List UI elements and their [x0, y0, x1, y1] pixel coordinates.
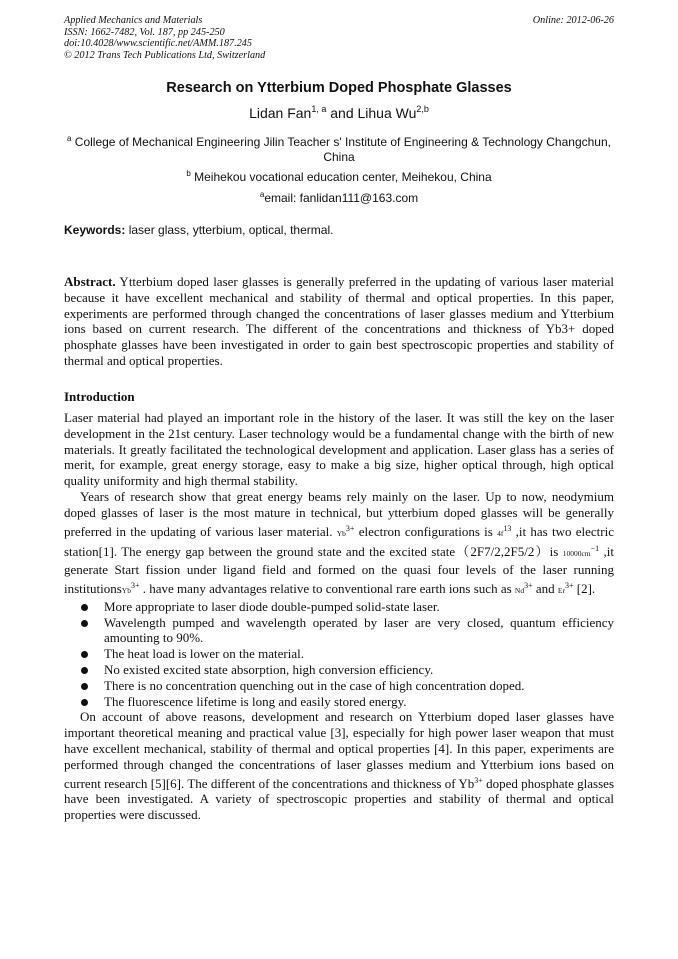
text-run: . have many advantages relative to conventional rare earth ions such as — [139, 580, 515, 596]
formula-nd: Nd — [514, 585, 525, 595]
affiliation-a — [60, 131, 618, 165]
list-item — [64, 615, 614, 647]
affiliation-b — [60, 166, 618, 185]
list-item-text: No existed excited state absorption, high conversion efficiency. — [104, 661, 434, 677]
formula-superscript: 3+ — [564, 580, 574, 590]
online-date: Online: 2012-06-26 — [532, 15, 614, 26]
advantages-list — [64, 599, 614, 710]
list-item — [64, 646, 614, 662]
formula-superscript: 3+ — [474, 775, 483, 785]
abstract-text: Ytterbium doped laser glasses is generally preferred in the updating of various laser material because it have excellent mechanical and stability of thermal and optical properties. In this paper, experiments are performed through changed the concentrations of laser glasses medium and Ytterbium ions based on current research. The different of the concentrations and thickness of Yb3+ doped phosphate glasses have been investigated in order to gain best spectroscopic properties and stability of thermal and optical properties. — [64, 274, 614, 368]
list-item-text: The heat load is lower on the material. — [104, 646, 304, 662]
author-line — [0, 104, 678, 121]
author-superscript: 1, a — [311, 104, 327, 114]
text-run: and — [532, 580, 558, 596]
affiliation-text: College of Mechanical Engineering Jilin Teacher s' Institute of Engineering & Technology Changchun, China — [71, 135, 611, 164]
formula-wavenumber: 10000cm — [562, 549, 591, 559]
copyright-line: © 2012 Trans Tech Publications Ltd, Switzerland — [64, 49, 266, 61]
bullet-icon — [81, 699, 88, 706]
keywords — [64, 223, 616, 237]
keywords-text: laser glass, ytterbium, optical, thermal. — [125, 223, 334, 237]
issn-line: ISSN: 1662-7482, Vol. 187, pp 245-250 — [64, 26, 225, 38]
formula-yb: Yb — [458, 775, 475, 791]
list-item-text: The fluorescence lifetime is long and easily stored energy. — [104, 693, 407, 709]
bullet-icon — [81, 683, 88, 690]
list-item-text: There is no concentration quenching out in the case of high concentration doped. — [104, 677, 525, 693]
formula-superscript: 3+ — [524, 580, 533, 590]
formula-superscript: 13 — [503, 523, 512, 533]
text-run: electron configurations is — [354, 523, 498, 539]
bullet-icon — [81, 620, 88, 627]
list-item-text: More appropriate to laser diode double-pumped solid-state laser. — [104, 598, 440, 614]
formula-superscript: 3+ — [345, 523, 355, 533]
paragraph — [64, 709, 614, 823]
affiliation-mark: a — [67, 134, 72, 143]
text-run: ,it has two electric station[1]. The energy gap between the ground state and the excited state（2F7/2,2F5/2）is — [64, 523, 614, 560]
text-run: ,it generate Start fission under ligand field and formed on the quasi four levels of the laser running institutions — [64, 544, 614, 596]
list-item — [64, 599, 614, 615]
journal-name: Applied Mechanics and Materials — [64, 15, 203, 26]
bullet-icon — [81, 651, 88, 658]
list-item — [64, 662, 614, 678]
formula-er: Er — [557, 585, 565, 595]
paragraph: Laser material had played an important role in the history of the laser. It was still the key on the laser development in the 21st century. Laser technology would be a fundamental change with the birth of new materials. It greatly facilitated the technological development and application. Laser glass has a series of merit, for example, great energy storage, easy to make a big size, higher optical through, high optical quality uniformity and high thermal stability. — [64, 410, 614, 489]
list-item — [64, 694, 614, 710]
author-name: Lidan Fan — [249, 105, 312, 121]
formula-yb: Yb — [336, 528, 346, 538]
list-item — [64, 678, 614, 694]
keywords-label: Keywords: — [64, 223, 126, 237]
affiliation-text: Meihekou vocational education center, Meihekou, China — [190, 170, 492, 184]
text-run: On account of above reasons, development and research on Ytterbium doped laser glasses have important theoretical meaning and practical value [3], especially for high power laser weapon that must have excellent mechanical, stability of thermal and optical properties [4]. In this paper, experiments are performed through changed the concentrations of laser glasses medium and Ytterbium ions based on current research [5][6]. The different of the concentrations and thickness of — [64, 709, 614, 791]
introduction-body — [64, 410, 614, 823]
doi-line: doi:10.4028/www.scientific.net/AMM.187.245 — [64, 38, 252, 50]
bullet-icon — [81, 604, 88, 611]
formula-superscript: −1 — [590, 544, 600, 554]
journal-header — [64, 15, 265, 61]
bullet-icon — [81, 667, 88, 674]
formula-4f: 4f — [497, 528, 504, 538]
abstract — [64, 274, 614, 369]
paper-title: Research on Ytterbium Doped Phosphate Glasses — [166, 80, 512, 96]
author-conjunction: and — [326, 105, 358, 121]
author-name: Lihua Wu — [357, 105, 417, 121]
section-heading: Introduction — [64, 389, 135, 404]
list-item-text: Wavelength pumped and wavelength operated by laser are very closed, quantum efficiency amounting to 90%. — [104, 614, 614, 646]
email-text: email: fanlidan111@163.com — [264, 191, 419, 205]
affiliation-mark: b — [186, 169, 191, 178]
email-mark: a — [259, 190, 265, 199]
text-run: [2]. — [573, 580, 596, 596]
abstract-label: Abstract. — [64, 274, 116, 289]
author-superscript: 2,b — [416, 104, 429, 114]
formula-superscript: 3+ — [130, 580, 140, 590]
formula-yb: Yb — [121, 585, 131, 595]
text-run: doped phosphate glasses have been investigated. A variety of spectroscopic properties and stability of thermal and optical properties were discussed. — [64, 775, 614, 823]
email-line — [60, 187, 618, 206]
paragraph — [64, 489, 614, 599]
text-run: Years of research show that great energy beams rely mainly on the laser. Up to now, neodymium doped glasses of laser is the most mature in technical, but ytterbium doped glasses will be generally preferred in the updating of various laser material. — [64, 488, 614, 539]
